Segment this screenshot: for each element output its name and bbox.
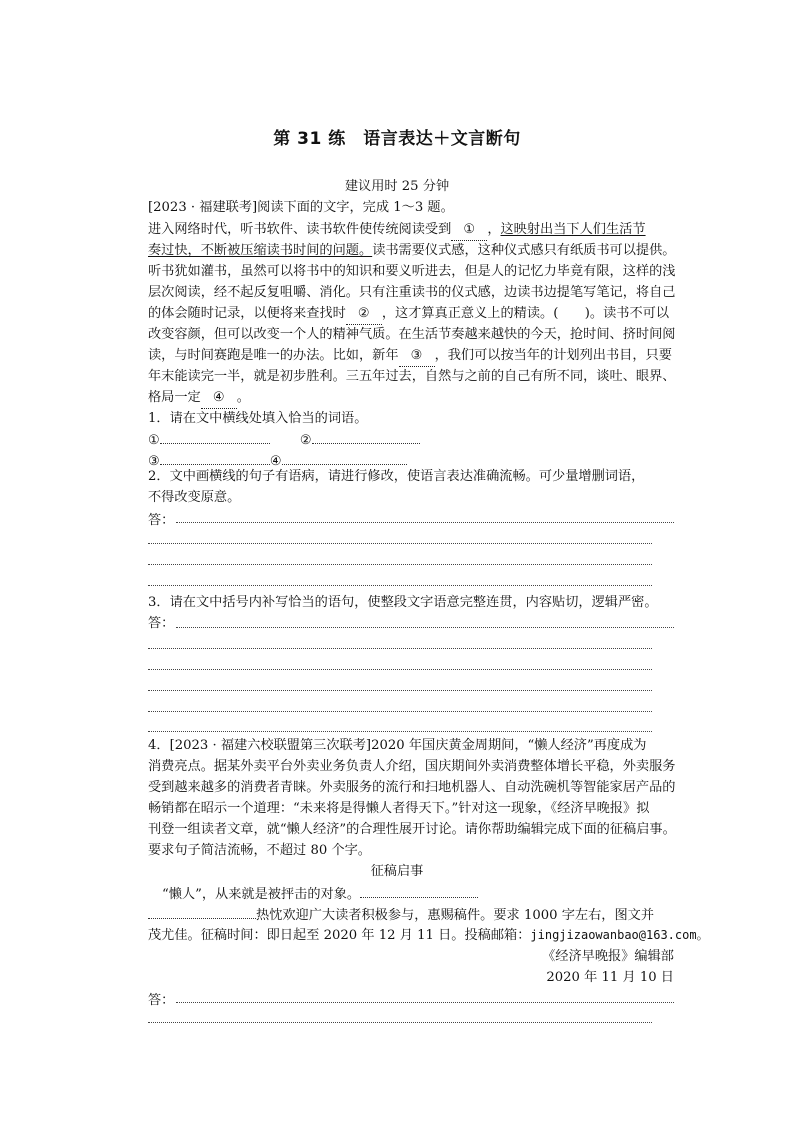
passage-line-7 [148, 345, 672, 367]
q2-answer-line[interactable] [148, 543, 652, 544]
notice-email: jingjizaowanbao@163.com。 [530, 928, 709, 942]
answer-marker-2: ② [299, 433, 312, 448]
passage-text: 。 [236, 390, 250, 405]
notice-line-3 [148, 925, 709, 946]
q4-answer-line[interactable] [176, 1002, 674, 1003]
passage-line-8: 年末能读完一半，就是初步胜利。三五年过去，自然与之前的自己有所不同，谈吐、眼界、 [148, 369, 676, 384]
passage-line-5 [148, 303, 669, 325]
answer-blank-3[interactable] [160, 450, 270, 465]
blank-4: ④ [201, 387, 237, 409]
question-2-line-1: 2．文中画横线的句子有语病，请进行修改，使语言表达准确流畅。可少量增删词语， [148, 469, 645, 484]
passage-line-4: 层次阅读，经不起反复咀嚼、消化。只有注重读书的仪式感，边读书边提笔写笔记，将自己 [148, 285, 676, 300]
q3-answer-line[interactable] [148, 669, 652, 670]
notice-date: 2020 年 11 月 10 日 [546, 970, 674, 985]
q3-answer-line[interactable] [148, 648, 652, 649]
blank-2: ② [346, 303, 382, 325]
page-title: 第 31 练 语言表达＋文言断句 [273, 129, 521, 149]
q4-answer-label: 答： [148, 993, 175, 1008]
passage-text: 的体会随时记录，以便将来查找时 [148, 306, 346, 321]
question-4-line-3: 受到越来越多的消费者青睐。外卖服务的流行和扫地机器人、自动洗碗机等智能家居产品的 [148, 780, 676, 795]
passage-text: 进入网络时代，听书软件、读书软件使传统阅读受到 [148, 222, 452, 237]
answer-marker-4: ④ [269, 454, 282, 469]
answer-blank-2[interactable] [312, 429, 420, 444]
passage-line-9 [148, 387, 250, 409]
passage-text: 读书需要仪式感，这种仪式感只有纸质书可以提供。 [372, 243, 676, 258]
q4-answer-line[interactable] [148, 1022, 652, 1023]
blank-3: ③ [399, 345, 435, 367]
intro-text: [2023 · 福建联考]阅读下面的文字，完成 1～3 题。 [148, 200, 454, 215]
answer-blank-1[interactable] [160, 429, 270, 444]
passage-text: ，我们可以按当年的计划列出书目，只要 [434, 348, 672, 363]
q3-answer-label: 答： [148, 616, 175, 631]
notice-blank-2[interactable] [148, 904, 256, 919]
notice-signature: 《经济早晚报》编辑部 [542, 949, 674, 964]
passage-line-1 [148, 219, 646, 241]
passage-line-2 [148, 240, 676, 261]
passage-text: 读，与时间赛跑是唯一的办法。比如，新年 [148, 348, 399, 363]
question-4-line-1: 4．[2023 · 福建六校联盟第三次联考]2020 年国庆黄金周期间，“懒人经济”再度成为 [148, 738, 647, 753]
notice-blank-1[interactable] [360, 883, 478, 898]
passage-text: 格局一定 [148, 390, 201, 405]
passage-line-6: 改变容颜，但可以改变一个人的精神气质。在生活节奏越来越快的今天，抢时间、挤时间阅 [148, 327, 676, 342]
q2-answer-line[interactable] [176, 522, 674, 523]
notice-text: “懒人”，从来就是被抨击的对象。 [162, 887, 361, 902]
underlined-sentence-part-1: 这映射出当下人们生活节 [500, 222, 646, 237]
question-4-line-6: 要求句子简洁流畅，不超过 80 个字。 [148, 843, 371, 858]
answer-marker-1: ① [148, 433, 160, 448]
notice-text: 茂尤佳。征稿时间：即日起至 2020 年 12 月 11 日。投稿邮箱： [148, 928, 531, 943]
answer-blank-4[interactable] [282, 450, 407, 465]
q3-answer-line[interactable] [148, 690, 652, 691]
underlined-sentence-part-2: 奏过快，不断被压缩读书时间的问题。 [148, 243, 373, 258]
notice-line-1 [148, 883, 478, 905]
q2-answer-line[interactable] [148, 585, 652, 586]
question-4-line-4: 畅销都在昭示一个道理：“未来将是得懒人者得天下。”针对这一现象，《经济早晚报》拟 [148, 801, 650, 816]
notice-line-2 [148, 904, 654, 926]
notice-title: 征稿启事 [370, 864, 424, 879]
q2-answer-line[interactable] [148, 564, 652, 565]
notice-text: 热忱欢迎广大读者积极参与，惠赐稿件。要求 1000 字左右，图文并 [256, 908, 655, 923]
q3-answer-line[interactable] [148, 711, 652, 712]
q3-answer-line[interactable] [176, 627, 674, 628]
answer-marker-3: ③ [148, 454, 160, 469]
q1-answer-row-1 [148, 429, 420, 451]
question-2-line-2: 不得改变原意。 [148, 490, 241, 505]
q2-answer-label: 答： [148, 513, 175, 528]
question-4-line-5: 刊登一组读者文章，就“懒人经济”的合理性展开讨论。请你帮助编辑完成下面的征稿启事。 [148, 822, 676, 837]
question-3: 3．请在文中括号内补写恰当的语句，使整段文字语意完整连贯，内容贴切，逻辑严密。 [148, 595, 658, 610]
question-1: 1．请在文中横线处填入恰当的词语。 [148, 411, 368, 426]
passage-line-3: 听书犹如灌书，虽然可以将书中的知识和要义听进去，但是人的记忆力毕竟有限，这样的浅 [148, 264, 676, 279]
q3-answer-line[interactable] [148, 731, 652, 732]
passage-text: ， [487, 222, 501, 237]
passage-text: ，这才算真正意义上的精读。( )。读书不可以 [381, 306, 670, 321]
question-4-line-2: 消费亮点。据某外卖平台外卖业务负责人介绍，国庆期间外卖消费整体增长平稳，外卖服务 [148, 759, 676, 774]
blank-1: ① [451, 219, 487, 241]
time-hint: 建议用时 25 分钟 [344, 179, 450, 194]
